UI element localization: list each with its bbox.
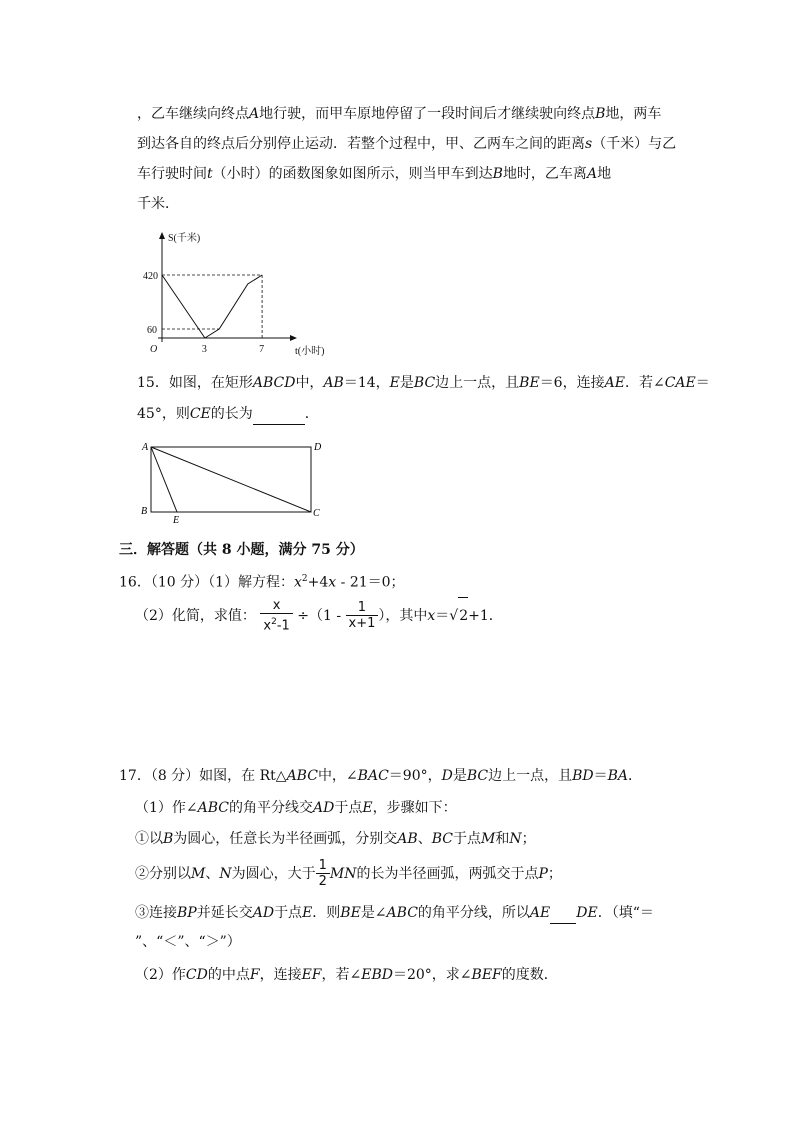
fraction-1-over-x-plus-1: $\frac{1}{x+1}$ — [346, 600, 379, 632]
label-a: A — [142, 442, 149, 453]
series-line — [162, 275, 262, 338]
label-d: D — [314, 442, 322, 453]
q17-line2: （1）作∠ABC的角平分线交AD于点E，步骤如下： — [135, 800, 457, 816]
answer-blank[interactable] — [253, 404, 305, 425]
q14-line2: 到达各自的终点后分别停止运动．若整个过程中，甲、乙两车之间的距离s（千米）与乙 — [137, 136, 677, 152]
tick-3: 3 — [201, 344, 207, 355]
tick-60: 60 — [147, 325, 157, 336]
q15-line2: 45°，则CE的长为 ． — [137, 404, 319, 425]
q17-line4: ②分别以M、N为圆心，大于 $\frac{1}{2}$ MN的长为半径画弧，两弧交于点P； — [135, 858, 562, 889]
fraction-one-half: $\frac{1}{2}$ — [316, 858, 330, 890]
x-axis-arrow — [290, 335, 297, 341]
tick-420: 420 — [143, 271, 158, 282]
origin-label: O — [150, 344, 158, 355]
rectangle-figure — [138, 438, 328, 528]
label-b: B — [141, 506, 148, 517]
distance-time-graph — [138, 228, 348, 363]
q17-line6: ”、“＜”、“＞”） — [135, 934, 241, 950]
tick-7: 7 — [259, 344, 265, 355]
label-c: C — [313, 508, 320, 519]
segment-ae — [151, 447, 177, 512]
q14-line4: 千米． — [137, 196, 179, 212]
section-title: 三．解答题（共 8 小题，满分 75 分） — [119, 542, 364, 558]
x-axis-label: t(小时) — [295, 346, 325, 357]
fraction-x-over-x2-1: $\frac{x}{x^2-1}$ — [260, 598, 292, 634]
label-e: E — [173, 515, 180, 526]
q16-line2: （2）化简，求值： $\frac{x}{x^2-1}$ ÷（1 - $\frac{1}{x+1}$ ），其中x＝√2+1． — [135, 597, 503, 634]
sqrt-symbol: √ — [449, 608, 459, 624]
q14-line1: ，乙车继续向终点A地行驶，而甲车原地停留了一段时间后才继续驶向终点B地，两车 — [137, 106, 662, 122]
q17-line7: （2）作CD的中点F，连接EF，若∠EBD＝20°，求∠BEF的度数． — [135, 967, 558, 983]
y-axis-arrow — [159, 232, 165, 239]
y-axis-label: S(千米) — [168, 233, 201, 244]
q14-line3: 车行驶时间t（小时）的函数图象如图所示，则当甲车到达B地时，乙车离A地 — [137, 166, 612, 182]
segment-ac — [151, 447, 311, 512]
q15-line1: 15．如图，在矩形ABCD中，AB＝14，E是BC边上一点，且BE＝6，连接AE．若∠CAE＝ — [137, 375, 710, 391]
compare-blank[interactable] — [550, 903, 576, 924]
q17-line3: ①以B为圆心，任意长为半径画弧，分别交AB、BC于点M和N； — [135, 831, 536, 847]
q17-line5: ③连接BP并延长交AD于点E．则BE是∠ABC的角平分线，所以AE DE．（填“＝ — [135, 903, 654, 924]
q16-line1: 16．（10 分）（1）解方程：$x^2+4x - 21=0$； — [119, 574, 405, 591]
q17-line1: 17．（8 分）如图，在 Rt△ABC中，∠BAC＝90°，D是BC边上一点，且BD＝BA． — [119, 768, 643, 784]
